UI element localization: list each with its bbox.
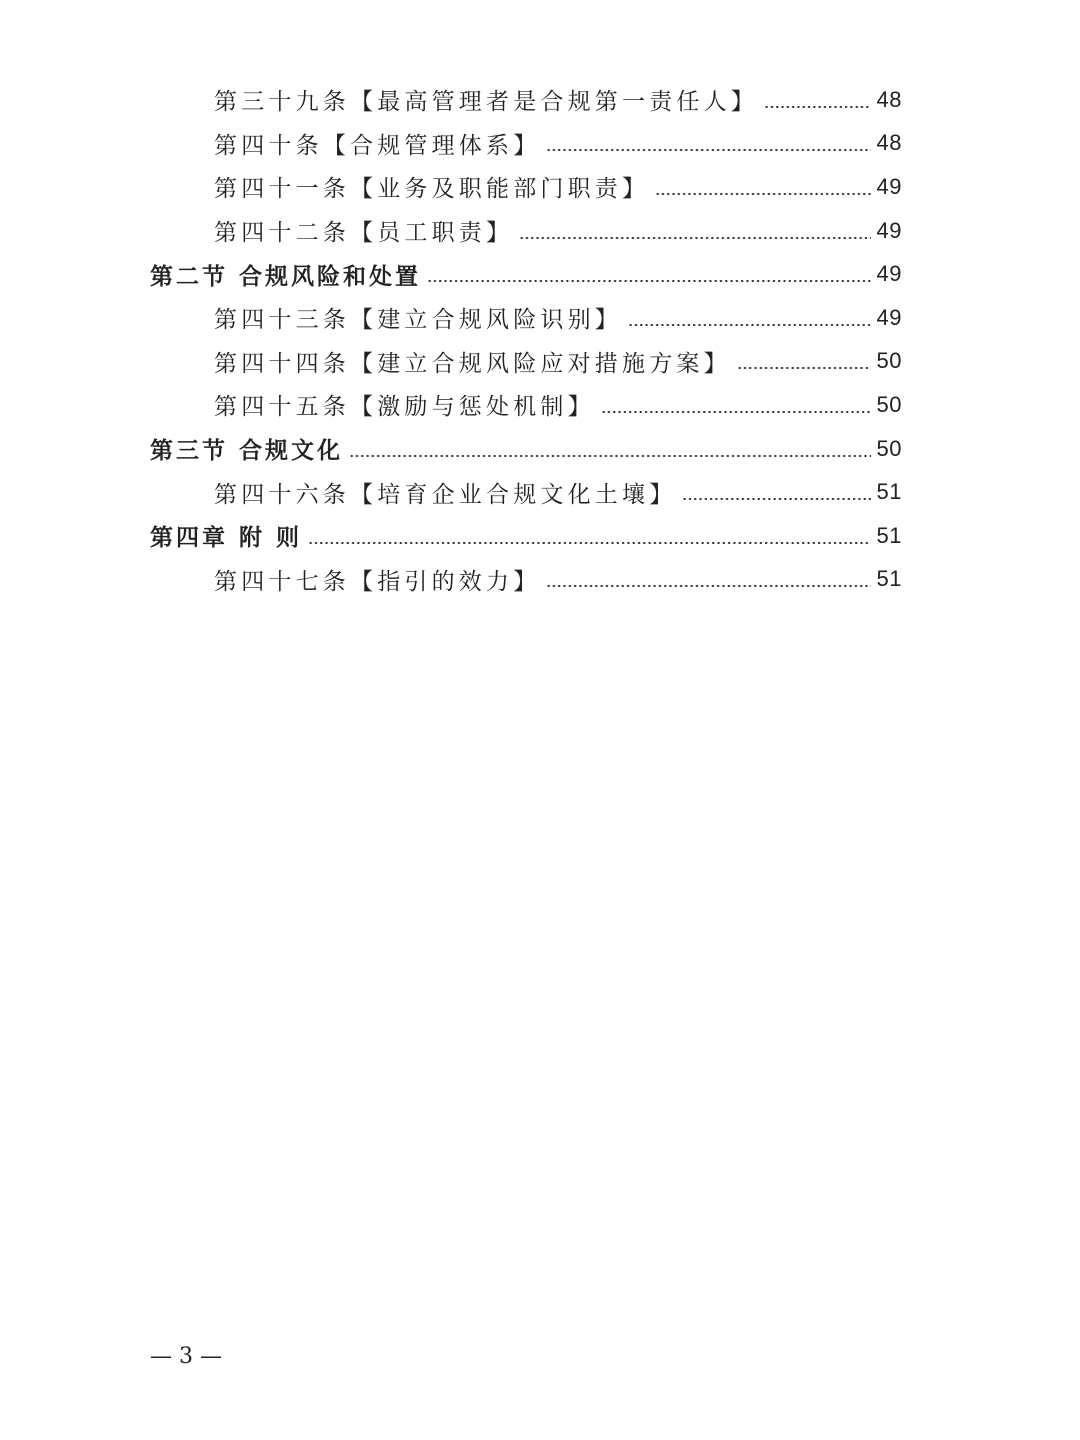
toc-entry[interactable] bbox=[0, 470, 1080, 514]
toc-dot-leader bbox=[519, 237, 870, 239]
toc-entry-page: 51 bbox=[876, 479, 902, 505]
toc-dot-leader bbox=[427, 280, 871, 282]
toc-entry-title: 第四十二条【员工职责】 bbox=[214, 220, 514, 247]
toc-entry-title: 第四十六条【培育企业合规文化土壤】 bbox=[214, 481, 677, 508]
toc-entry[interactable] bbox=[0, 122, 1080, 166]
toc-entry-page: 50 bbox=[876, 435, 902, 461]
toc-entry-title: 第四十三条【建立合规风险识别】 bbox=[214, 307, 622, 334]
toc-entry-page: 51 bbox=[876, 522, 902, 548]
toc-dot-leader bbox=[349, 455, 871, 457]
toc-entry[interactable] bbox=[0, 340, 1080, 384]
page-number: — 3 — bbox=[150, 1344, 222, 1369]
toc-entry[interactable] bbox=[0, 296, 1080, 340]
toc-section-heading[interactable] bbox=[0, 252, 1080, 296]
toc-dot-leader bbox=[682, 498, 870, 500]
toc-entry-page: 48 bbox=[876, 130, 902, 156]
toc-entry-title: 第四十五条【激励与惩处机制】 bbox=[214, 394, 595, 421]
toc-entry-page: 49 bbox=[876, 304, 902, 330]
toc-dot-leader bbox=[737, 367, 871, 369]
toc-dot-leader bbox=[764, 106, 871, 108]
toc-entry-page: 51 bbox=[876, 566, 902, 592]
toc-entry-title: 第四十一条【业务及职能部门职责】 bbox=[214, 176, 650, 203]
toc-dot-leader bbox=[655, 193, 870, 195]
toc-section-heading[interactable] bbox=[0, 427, 1080, 471]
toc-dot-leader bbox=[628, 324, 871, 326]
toc-entry-page: 49 bbox=[876, 173, 902, 199]
toc-dot-leader bbox=[546, 585, 870, 587]
toc-entry-title: 第四十四条【建立合规风险应对措施方案】 bbox=[214, 350, 731, 377]
toc-chapter-heading[interactable] bbox=[0, 514, 1080, 558]
toc-entry[interactable] bbox=[0, 78, 1080, 122]
toc-dot-leader bbox=[546, 149, 870, 151]
toc-dot-leader bbox=[601, 411, 871, 413]
toc-entry-page: 49 bbox=[876, 261, 902, 287]
toc-entry-page: 48 bbox=[876, 86, 902, 112]
toc-entry-page: 49 bbox=[876, 217, 902, 243]
table-of-contents bbox=[0, 78, 1080, 601]
toc-entry-page: 50 bbox=[876, 391, 902, 417]
toc-entry-title: 第四十七条【指引的效力】 bbox=[214, 568, 541, 595]
toc-entry-title: 第二节 合规风险和处置 bbox=[150, 263, 422, 290]
toc-entry[interactable] bbox=[0, 383, 1080, 427]
toc-entry[interactable] bbox=[0, 558, 1080, 602]
toc-entry-title: 第四十条【合规管理体系】 bbox=[214, 132, 541, 159]
toc-entry[interactable] bbox=[0, 165, 1080, 209]
toc-entry-title: 第三节 合规文化 bbox=[150, 438, 344, 465]
toc-dot-leader bbox=[308, 542, 871, 544]
toc-entry-title: 第四章 附 则 bbox=[150, 525, 303, 552]
toc-entry-title: 第三十九条【最高管理者是合规第一责任人】 bbox=[214, 89, 758, 116]
toc-entry-page: 50 bbox=[876, 348, 902, 374]
toc-entry[interactable] bbox=[0, 209, 1080, 253]
